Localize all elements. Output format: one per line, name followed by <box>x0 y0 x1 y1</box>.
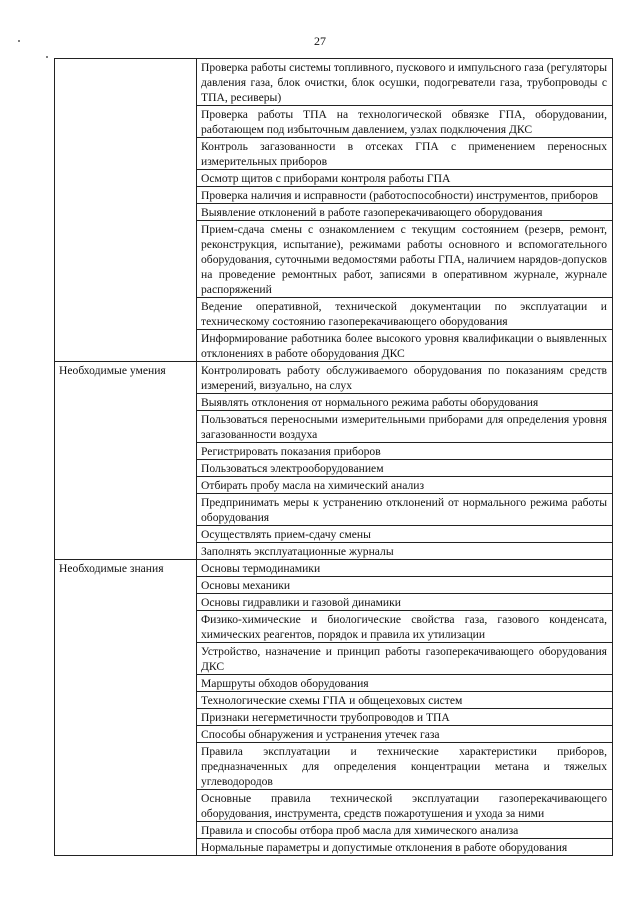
item-text: Признаки негерметичности трубопроводов и ТПА <box>197 709 613 726</box>
section-title-cell <box>55 494 197 526</box>
table-row <box>55 298 613 330</box>
section-title-cell <box>55 543 197 560</box>
item-text: Технологические схемы ГПА и общецеховых систем <box>197 692 613 709</box>
competency-table-body <box>55 59 613 856</box>
section-title-cell <box>55 643 197 675</box>
table-row <box>55 790 613 822</box>
section-title-cell <box>55 187 197 204</box>
section-title-cell <box>55 692 197 709</box>
item-text: Основные правила технической эксплуатации газоперекачивающего оборудования, инструмента, средств пожаротушения и ухода за ними <box>197 790 613 822</box>
table-row <box>55 709 613 726</box>
section-title-cell <box>55 709 197 726</box>
section-title-cell <box>55 460 197 477</box>
item-text: Устройство, назначение и принцип работы газоперекачивающего оборудования ДКС <box>197 643 613 675</box>
table-row <box>55 221 613 298</box>
section-title-cell <box>55 839 197 856</box>
section-title-cell <box>55 106 197 138</box>
section-title-cell <box>55 204 197 221</box>
section-title-cell <box>55 170 197 187</box>
table-row <box>55 594 613 611</box>
item-text: Физико-химические и биологические свойства газа, газового конденсата, химических реагентов, порядок и правила их утилизации <box>197 611 613 643</box>
item-text: Проверка работы ТПА на технологической обвязке ГПА, оборудовании, работающем под избыточным давлением, узлах подключения ДКС <box>197 106 613 138</box>
item-text: Регистрировать показания приборов <box>197 443 613 460</box>
section-title-cell <box>55 221 197 298</box>
table-row <box>55 204 613 221</box>
table-row <box>55 643 613 675</box>
table-row <box>55 477 613 494</box>
section-title: Необходимые умения <box>55 362 197 394</box>
item-text: Прием-сдача смены с ознакомлением с текущим состоянием (резерв, ремонт, реконструкция, испытание), режимами работы основного и вспомогательного оборудования, суточными ведомостями работы ГПА, наличием нарядов-допусков на проведение ремонтных работ, записями в оперативном журнале, журнале распоряжений <box>197 221 613 298</box>
item-text: Заполнять эксплуатационные журналы <box>197 543 613 560</box>
section-title: Необходимые знания <box>55 560 197 577</box>
table-row <box>55 330 613 362</box>
section-title-cell <box>55 298 197 330</box>
section-title-cell <box>55 675 197 692</box>
scan-speck <box>18 40 20 42</box>
scan-speck <box>46 56 48 58</box>
table-row <box>55 822 613 839</box>
item-text: Основы механики <box>197 577 613 594</box>
table-row <box>55 106 613 138</box>
table-row <box>55 362 613 394</box>
section-title-cell <box>55 822 197 839</box>
section-title-cell <box>55 394 197 411</box>
item-text: Основы термодинамики <box>197 560 613 577</box>
item-text: Нормальные параметры и допустимые отклонения в работе оборудования <box>197 839 613 856</box>
table-row <box>55 170 613 187</box>
item-text: Пользоваться переносными измерительными приборами для определения уровня загазованности воздуха <box>197 411 613 443</box>
item-text: Проверка работы системы топливного, пускового и импульсного газа (регуляторы давления газа, блок очистки, блок осушки, подогреватели газа, трубопроводы с ТПА, ресиверы) <box>197 59 613 106</box>
item-text: Ведение оперативной, технической документации по эксплуатации и техническому состоянию газоперекачивающего оборудования <box>197 298 613 330</box>
item-text: Отбирать пробу масла на химический анализ <box>197 477 613 494</box>
item-text: Проверка наличия и исправности (работоспособности) инструментов, приборов <box>197 187 613 204</box>
item-text: Осмотр щитов с приборами контроля работы ГПА <box>197 170 613 187</box>
table-row <box>55 59 613 106</box>
table-row <box>55 675 613 692</box>
item-text: Контроль загазованности в отсеках ГПА с применением переносных измерительных приборов <box>197 138 613 170</box>
section-title-cell <box>55 330 197 362</box>
item-text: Способы обнаружения и устранения утечек газа <box>197 726 613 743</box>
item-text: Пользоваться электрооборудованием <box>197 460 613 477</box>
table-row <box>55 743 613 790</box>
section-title-cell <box>55 790 197 822</box>
section-title-cell <box>55 726 197 743</box>
table-row <box>55 187 613 204</box>
table-row <box>55 839 613 856</box>
section-title-cell <box>55 477 197 494</box>
section-title-cell <box>55 443 197 460</box>
item-text: Выявление отклонений в работе газоперекачивающего оборудования <box>197 204 613 221</box>
section-title-cell <box>55 743 197 790</box>
item-text: Предпринимать меры к устранению отклонений от нормального режима работы оборудования <box>197 494 613 526</box>
section-title <box>55 59 197 106</box>
table-row <box>55 611 613 643</box>
item-text: Выявлять отклонения от нормального режима работы оборудования <box>197 394 613 411</box>
table-row <box>55 460 613 477</box>
page-number: 27 <box>314 34 326 48</box>
item-text: Правила и способы отбора проб масла для химического анализа <box>197 822 613 839</box>
section-title-cell <box>55 411 197 443</box>
table-row <box>55 443 613 460</box>
table-row <box>55 138 613 170</box>
item-text: Маршруты обходов оборудования <box>197 675 613 692</box>
section-title-cell <box>55 611 197 643</box>
item-text: Основы гидравлики и газовой динамики <box>197 594 613 611</box>
section-title-cell <box>55 138 197 170</box>
competency-table <box>54 58 613 856</box>
item-text: Правила эксплуатации и технические характеристики приборов, предназначенных для определения концентрации метана и тяжелых углеводородов <box>197 743 613 790</box>
item-text: Контролировать работу обслуживаемого оборудования по показаниям средств измерений, визуально, на слух <box>197 362 613 394</box>
table-row <box>55 394 613 411</box>
table-row <box>55 494 613 526</box>
section-title-cell <box>55 577 197 594</box>
table-row <box>55 577 613 594</box>
item-text: Осуществлять прием-сдачу смены <box>197 526 613 543</box>
table-row <box>55 560 613 577</box>
table-row <box>55 411 613 443</box>
section-title-cell <box>55 594 197 611</box>
table-row <box>55 543 613 560</box>
section-title-cell <box>55 526 197 543</box>
table-row <box>55 692 613 709</box>
table-row <box>55 526 613 543</box>
item-text: Информирование работника более высокого уровня квалификации о выявленных отклонениях в работе оборудования ДКС <box>197 330 613 362</box>
table-row <box>55 726 613 743</box>
